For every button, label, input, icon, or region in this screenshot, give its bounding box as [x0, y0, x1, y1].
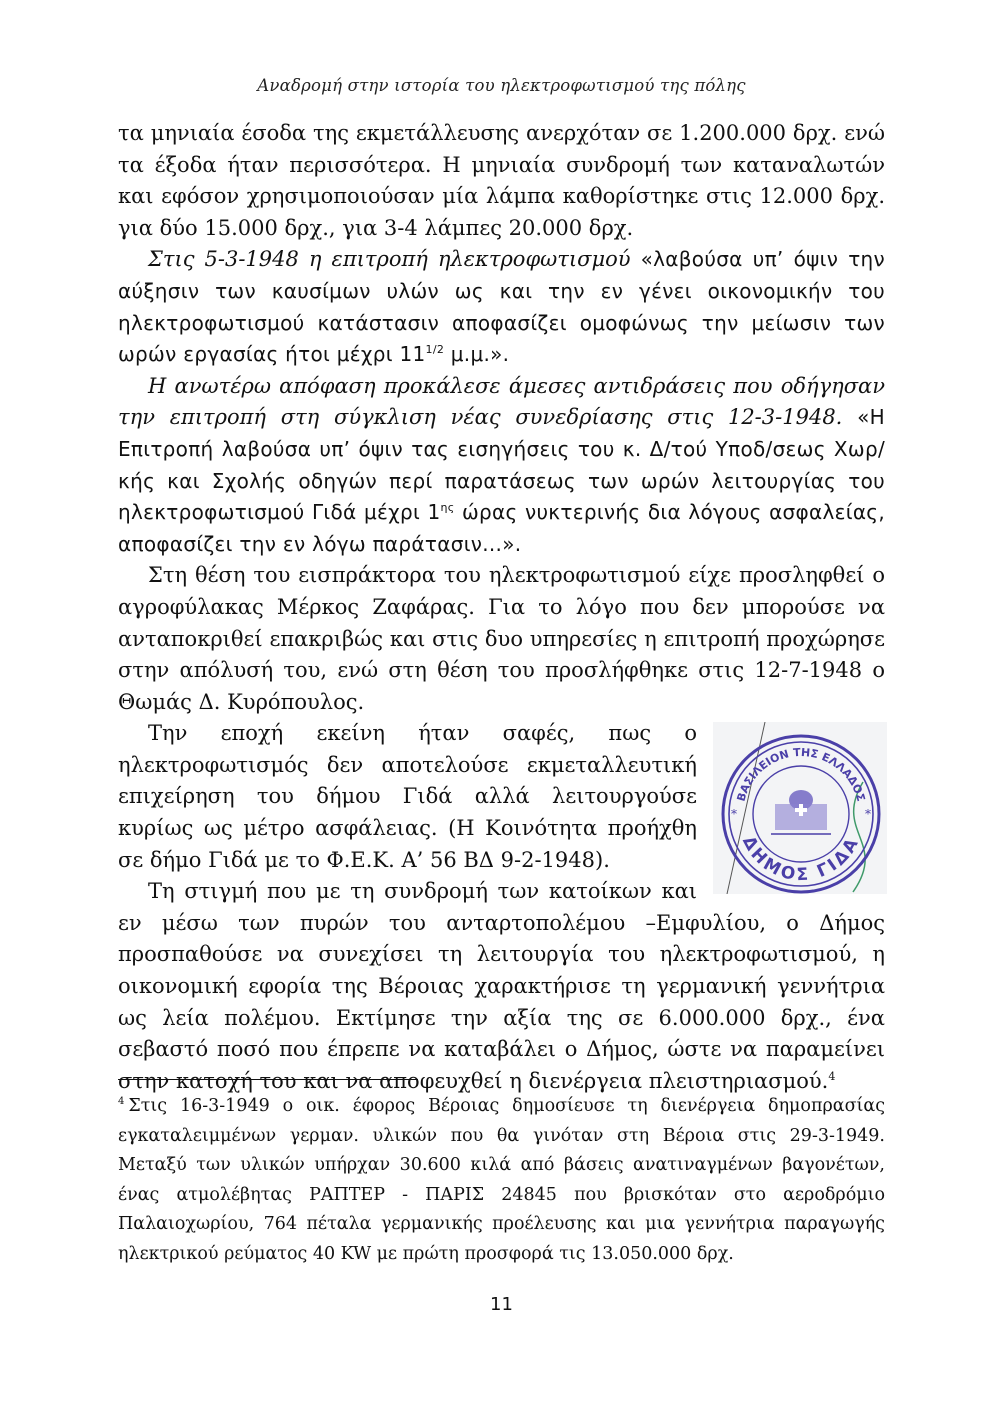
quote-end: ώρας νυκτερινής δια λόγους ασφαλείας, αποφασίζει την εν λόγω παράτασιν...».	[118, 500, 885, 556]
svg-text:ΒΑΣΙΛΕΙΟΝ ΤΗΣ ΕΛΛΑΔΟΣ: ΒΑΣΙΛΕΙΟΝ ΤΗΣ ΕΛΛΑΔΟΣ	[734, 746, 868, 804]
paragraph-5: Την εποχή εκείνη ήταν σαφές, πως ο ηλεκτροφωτισμός δεν αποτελούσε εκμεταλλευτική επιχείρηση του δήμου Γιδά αλλά λειτουργούσε κυρίως ως μέτρο ασφάλειας. (Η Κοινότητα προήχθη σε δήμο Γιδά με το Φ.Ε.Κ. Α’ 56 ΒΔ 9-2-1948).	[118, 721, 697, 872]
superscript: 1/2	[425, 343, 445, 357]
paragraph-6-text: Τη στιγμή που με τη συνδρομή των κατοίκων και εν μέσω των πυρών του ανταρτοπολέμου –Εμφυλίου, ο Δήμος προσπαθούσε να συνεχίσει τη λειτουργία του ηλεκτροφωτισμού, η οικονομική εφορία της Βέροιας χαρακτήρισε τη γερμανική γεννήτρια ως λεία πολέμου. Εκτίμησε την αξία της σε 6.000.000 δρχ., ένα σεβαστό ποσό που έπρεπε να καταβάλει ο Δήμος, ώστε να παραμείνει στην κατοχή του και να αποφευχθεί η διενέργεια πλειστηριασμού.	[118, 879, 885, 1093]
paragraph-6	[118, 876, 885, 1097]
svg-text:*: *	[731, 807, 737, 822]
body-text	[118, 118, 885, 1097]
superscript: ης	[440, 501, 455, 515]
svg-text:ΔΗΜΟΣ ΓΙΔΑ: ΔΗΜΟΣ ΓΙΔΑ	[738, 833, 864, 886]
footnote-marker: 4	[118, 1096, 125, 1107]
paragraph-2	[118, 244, 885, 370]
footnote-4	[118, 1092, 885, 1269]
municipal-stamp-image	[713, 722, 887, 894]
paragraph-1: τα μηνιαία έσοδα της εκμετάλλευσης ανερχόταν σε 1.200.000 δρχ. ενώ τα έξοδα ήταν περισσότερα. Η μηνιαία συνδρομή των καταναλωτών και εφόσον χρησιμοποιούσαν μία λάμπα καθορίστηκε στις 12.000 δρχ. για δύο 15.000 δρχ., για 3-4 λάμπες 20.000 δρχ.	[118, 121, 885, 240]
footnote-divider	[118, 1079, 418, 1080]
stamp-seal-icon	[713, 722, 887, 894]
page-number: 11	[490, 1294, 513, 1315]
paragraph-3	[118, 371, 885, 561]
quote-text: «Η Επιτροπή λαβούσα υπ’ όψιν τας εισηγήσεις του κ. Δ/τού Υποδ/σεως Χωρ/κής και Σχολής οδηγών περί παρατάσεως των ωρών λειτουργίας του ηλεκτροφωτισμού Γιδά μέχρι 1	[118, 405, 885, 525]
footnote-text: Στις 16-3-1949 ο οικ. έφορος Βέροιας δημοσίευσε τη διενέργεια δημοπρασίας εγκαταλειμμένων γερμαν. υλικών που θα γινόταν στη Βέροια στις 29-3-1949. Μεταξύ των υλικών υπήρχαν 30.600 κιλά από βάσεις ανατιναγμένων βαγονέτων, ένας ατμολέβητας ΡΑΠΤΕΡ - ΠΑΡΙΣ 24845 που βρισκόταν στο αεροδρόμιο Παλαιοχωρίου, 764 πέταλα γερμανικής προέλευσης και μια γεννήτρια παραγωγής ηλεκτρικού ρεύματος 40 KW με πρώτη προσφορά τις 13.050.000 δρχ.	[118, 1096, 885, 1264]
paragraph-4: Στη θέση του εισπράκτορα του ηλεκτροφωτισμού είχε προσληφθεί ο αγροφύλακας Μέρκος Ζαφάρας. Για το λόγο που δεν μπορούσε να ανταποκριθεί επακριβώς και στις δυο υπηρεσίες η επιτροπή προχώρησε στην απόλυσή του, ενώ στη θέση του προσλήφθηκε στις 12-7-1948 ο Θωμάς Δ. Κυρόπουλος.	[118, 563, 885, 714]
svg-text:*: *	[865, 807, 871, 822]
running-head: Αναδρομή στην ιστορία του ηλεκτροφωτισμού της πόλης	[257, 76, 746, 95]
quote-end: μ.μ.».	[444, 342, 510, 367]
footnote-reference[interactable]: 4	[828, 1069, 836, 1083]
paragraph-3-intro: Η ανωτέρω απόφαση προκάλεσε άμεσες αντιδράσεις που οδήγησαν την επιτροπή στη σύγκλιση νέας συνεδρίασης στις 12-3-1948.	[118, 373, 885, 430]
quote-text: «λαβούσα υπ’ όψιν την αύξησιν των καυσίμων υλών ως και την εν γένει οικονομικήν του ηλεκτροφωτισμού κατάστασιν αποφασίζει ομοφώνως την μείωσιν των ωρών εργασίας ήτοι μέχρι 11	[118, 247, 885, 367]
paragraph-2-intro: Στις 5-3-1948 η επιτροπή ηλεκτροφωτισμού	[148, 247, 641, 272]
